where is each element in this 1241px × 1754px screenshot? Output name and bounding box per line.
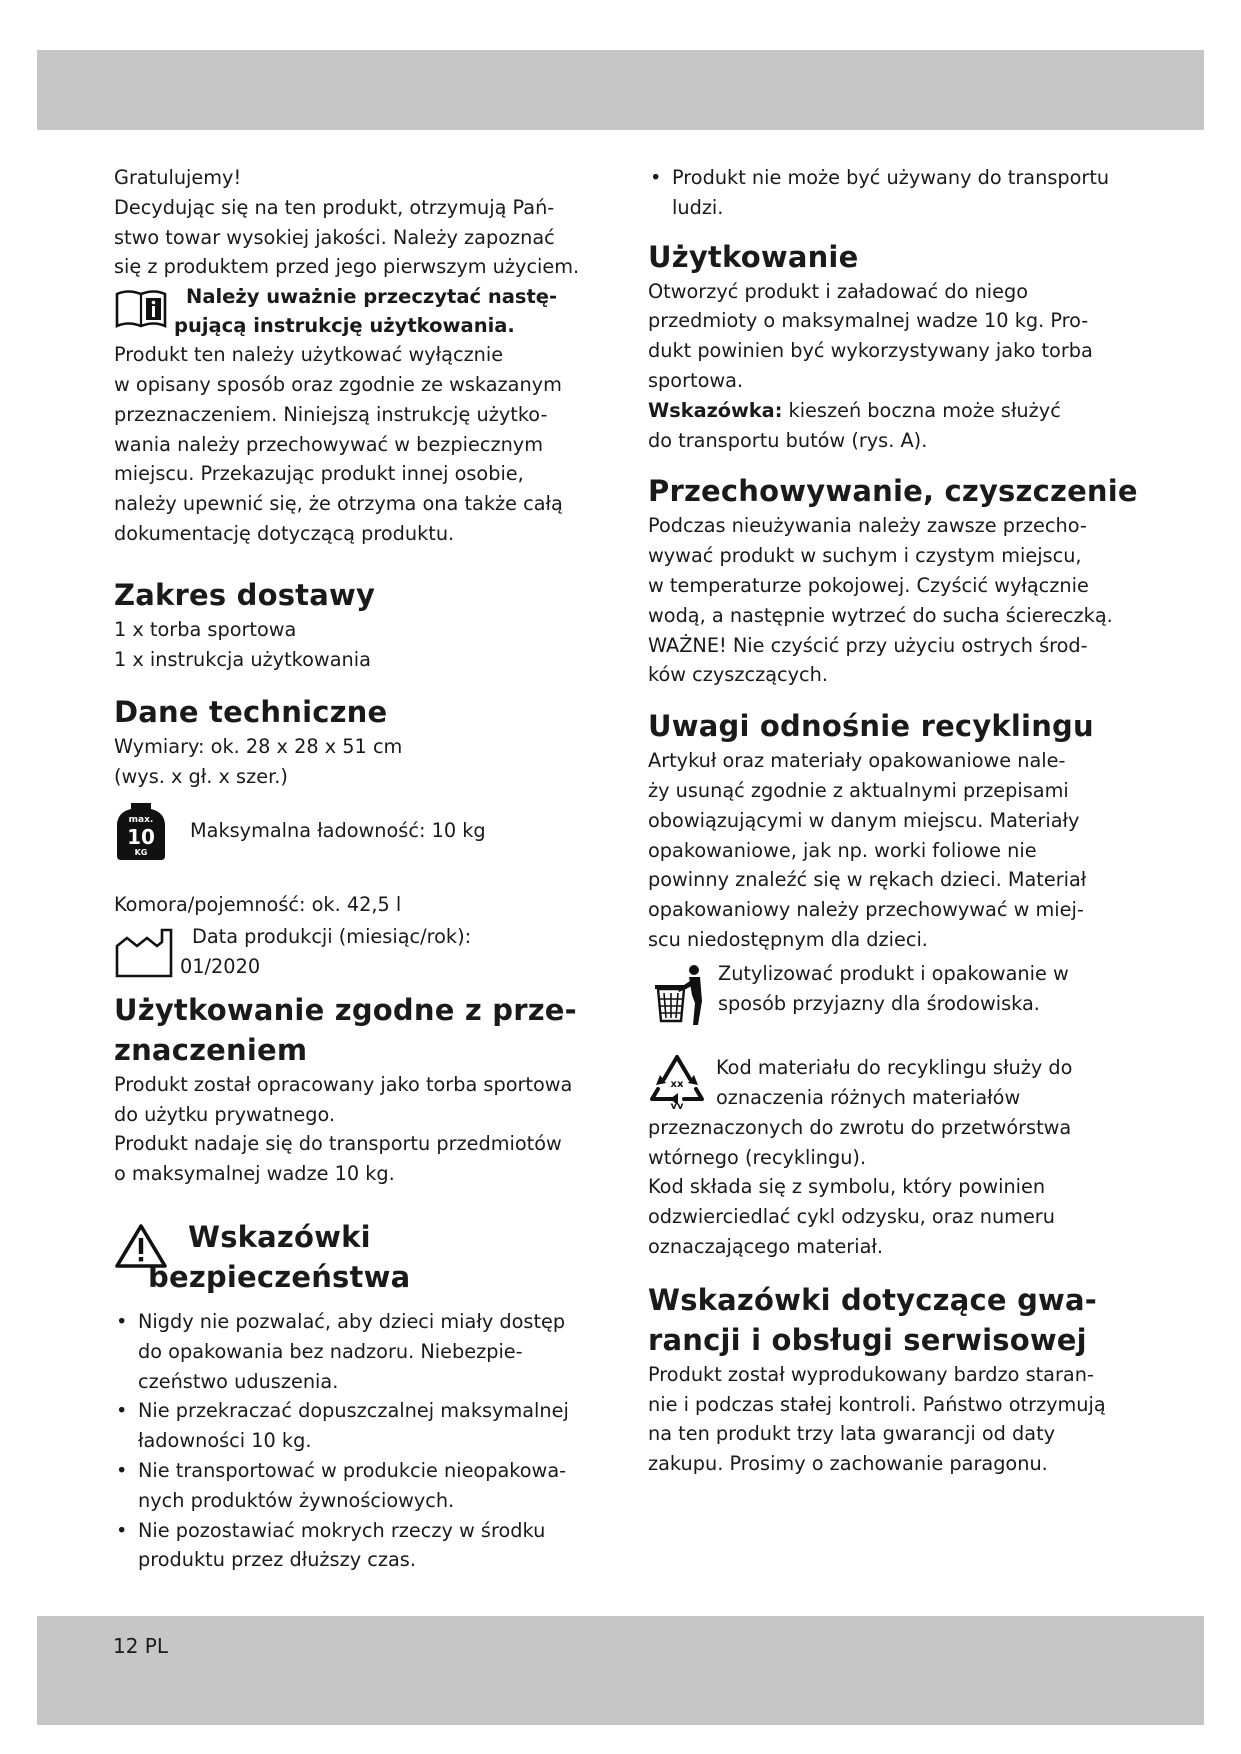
intended-use-heading <box>114 990 594 1070</box>
right-column <box>648 163 1138 1479</box>
dimensions-line: (wys. x gł. x szer.) <box>114 765 288 789</box>
read-manual-note <box>114 282 594 340</box>
capacity-line: Komora/pojemność: ok. 42,5 l <box>114 892 402 916</box>
text-line: należy upewnić się, że otrzyma ona także całą <box>114 492 563 516</box>
note-line: Należy uważnie przeczytać nastę- <box>186 285 558 309</box>
text-line: scu niedostępnym dla dzieci. <box>648 927 928 951</box>
production-date-row <box>114 922 594 982</box>
bullet-item <box>648 163 1138 223</box>
safety-section <box>114 1217 594 1297</box>
hint-line: do transportu butów (rys. A). <box>648 428 928 452</box>
bullet-line: • Produkt nie może być używany do transportu <box>672 166 1110 189</box>
scope-item: 1 x torba sportowa <box>114 617 297 641</box>
text-line: opakowaniowy należy przechowywać w miej- <box>648 898 1084 922</box>
text-line: na ten produkt trzy lata gwarancji od daty <box>648 1422 1056 1446</box>
safety-heading <box>114 1217 594 1297</box>
scope-item: 1 x instrukcja użytkowania <box>114 647 371 671</box>
recycling-code-bottom: yy <box>670 1100 684 1109</box>
text-line: Podczas nieużywania należy zawsze przecho- <box>648 514 1087 538</box>
weight-icon-unit: KG <box>134 847 148 857</box>
weight-icon-top: max. <box>128 814 154 825</box>
bullet-line: ładowności 10 kg. <box>138 1429 312 1453</box>
text-line: zakupu. Prosimy o zachowanie paragonu. <box>648 1452 1048 1476</box>
text-line: Produkt został wyprodukowany bardzo staran- <box>648 1362 1094 1386</box>
safety-bullet-list <box>114 1307 594 1575</box>
scope-heading: Zakres dostawy <box>114 577 376 612</box>
text-line: przeznaczeniem. Niniejszą instrukcję użytko- <box>114 402 548 426</box>
text-line: Produkt ten należy użytkować wyłącznie <box>114 343 504 367</box>
bullet-item <box>114 1307 594 1396</box>
intro-paragraph <box>114 163 594 282</box>
text-line: oznaczenia różnych materiałów <box>716 1085 1021 1109</box>
left-column <box>114 163 594 1575</box>
text-line: powinny znaleźć się w rękach dzieci. Materiał <box>648 868 1087 892</box>
bullet-line: • Nie transportować w produkcie nieopakowa- <box>138 1458 567 1482</box>
trash-bin-disposal-icon <box>648 963 708 1031</box>
hint-label: Wskazówka: <box>648 398 783 422</box>
transport-bullet-list <box>648 163 1138 223</box>
disposal-text <box>718 959 1069 1019</box>
text-line: do użytku prywatnego. <box>114 1102 336 1126</box>
text-line: opakowaniowe, jak np. worki foliowe nie <box>648 838 1037 862</box>
weight-10kg-icon <box>114 800 168 866</box>
text-line: odzwierciedlać cykl odzysku, oraz numeru <box>648 1205 1055 1229</box>
max-load-text: Maksymalna ładowność: 10 kg <box>190 818 486 842</box>
heading-line: znaczeniem <box>114 1032 308 1067</box>
bullet-line: • Nie przekraczać dopuszczalnej maksymalnej <box>138 1399 569 1423</box>
hint-line <box>648 396 1138 426</box>
warranty-heading <box>648 1280 1138 1360</box>
production-date-text <box>180 922 471 982</box>
bullet-line: produktu przez dłuższy czas. <box>138 1548 416 1572</box>
tech-heading: Dane techniczne <box>114 695 388 730</box>
text-line: Artykuł oraz materiały opakowaniowe nale- <box>648 749 1066 773</box>
bullet-line: czeństwo uduszenia. <box>138 1369 339 1393</box>
bullet-line: do opakowania bez nadzoru. Niebezpie- <box>138 1339 523 1363</box>
text-line: wywać produkt w suchym i czystym miejscu, <box>648 544 1082 568</box>
page-number: 12 PL <box>113 1634 169 1658</box>
heading-line: Wskazówki dotyczące gwa- <box>648 1282 1098 1317</box>
heading-line: bezpieczeństwa <box>148 1259 411 1294</box>
intro-line: Decydując się na ten produkt, otrzymują Pań- <box>114 195 555 219</box>
recycling-arrows-icon <box>648 1053 706 1113</box>
warning-triangle-icon <box>114 1223 168 1273</box>
text-line: w temperaturze pokojowej. Czyścić wyłącznie <box>648 573 1089 597</box>
usage-intro-paragraph <box>114 340 594 549</box>
hint-text: kieszeń boczna może służyć <box>782 398 1061 422</box>
recycling-code-text <box>716 1053 1072 1113</box>
text-line: wania należy przechowywać w bezpiecznym <box>114 432 543 456</box>
bullet-item <box>114 1516 594 1576</box>
heading-line: rancji i obsługi serwisowej <box>648 1322 1087 1357</box>
text-line: obowiązującymi w danym miejscu. Materiały <box>648 808 1080 832</box>
bullet-item <box>114 1396 594 1456</box>
production-line: 01/2020 <box>180 954 261 978</box>
text-line: Produkt został opracowany jako torba sportowa <box>114 1072 573 1096</box>
production-line: Data produkcji (miesiąc/rok): <box>192 924 472 948</box>
recycling-code-row <box>648 1053 1138 1113</box>
footer-band <box>37 1616 1204 1725</box>
text-line: Kod składa się z symbolu, który powinien <box>648 1175 1046 1199</box>
use-heading: Użytkowanie <box>648 239 859 274</box>
heading-line: Użytkowanie zgodne z prze- <box>114 992 577 1027</box>
text-line: sportowa. <box>648 368 744 392</box>
text-line: przeznaczonych do zwrotu do przetwórstwa <box>648 1115 1072 1139</box>
text-line: miejscu. Przekazując produkt innej osobie, <box>114 462 524 486</box>
bullet-line: • Nigdy nie pozwalać, aby dzieci miały dostęp <box>138 1309 566 1333</box>
manual-book-info-icon <box>114 286 168 334</box>
disposal-row <box>648 959 1138 1031</box>
bullet-line: ludzi. <box>672 195 724 219</box>
manufacture-date-icon <box>114 928 174 982</box>
text-line: oznaczającego materiał. <box>648 1234 884 1258</box>
recycling-code-top: xx <box>670 1078 684 1090</box>
weight-icon-value: 10 <box>127 824 155 849</box>
text-line: WAŻNE! Nie czyścić przy użyciu ostrych środ- <box>648 633 1088 657</box>
text-line: w opisany sposób oraz zgodnie ze wskazanym <box>114 372 562 396</box>
recycling-heading: Uwagi odnośnie recyklingu <box>648 709 1094 744</box>
text-line: dokumentację dotyczącą produktu. <box>114 521 455 545</box>
text-line: Kod materiału do recyklingu służy do <box>716 1055 1073 1079</box>
text-line: Produkt nadaje się do transportu przedmiotów <box>114 1132 562 1156</box>
text-line: przedmioty o maksymalnej wadze 10 kg. Pro- <box>648 309 1089 333</box>
text-line: ków czyszczących. <box>648 663 828 687</box>
text-line: sposób przyjazny dla środowiska. <box>718 991 1040 1015</box>
intro-line: Gratulujemy! <box>114 166 242 189</box>
text-line: nie i podczas stałej kontroli. Państwo otrzymują <box>648 1392 1106 1416</box>
max-load-row <box>114 800 594 866</box>
text-line: ży usunąć zgodnie z aktualnymi przepisami <box>648 778 1069 802</box>
note-line: pującą instrukcję użytkowania. <box>174 314 515 338</box>
storage-heading: Przechowywanie, czyszczenie <box>648 474 1138 509</box>
bullet-item <box>114 1456 594 1516</box>
bullet-line: nych produktów żywnościowych. <box>138 1488 455 1512</box>
text-line: o maksymalnej wadze 10 kg. <box>114 1162 395 1186</box>
text-line: wodą, a następnie wytrzeć do sucha ściereczką. <box>648 603 1113 627</box>
header-band <box>37 50 1204 130</box>
intro-line: stwo towar wysokiej jakości. Należy zapoznać <box>114 225 555 249</box>
text-line: wtórnego (recyklingu). <box>648 1145 867 1169</box>
dimensions-line: Wymiary: ok. 28 x 28 x 51 cm <box>114 735 403 759</box>
bullet-line: • Nie pozostawiać mokrych rzeczy w środku <box>138 1518 546 1542</box>
intro-line: się z produktem przed jego pierwszym użyciem. <box>114 255 580 279</box>
text-line: dukt powinien być wykorzystywany jako torba <box>648 339 1093 363</box>
text-line: Zutylizować produkt i opakowanie w <box>718 961 1069 985</box>
text-line: Otworzyć produkt i załadować do niego <box>648 279 1029 303</box>
heading-line: Wskazówki <box>188 1219 371 1254</box>
